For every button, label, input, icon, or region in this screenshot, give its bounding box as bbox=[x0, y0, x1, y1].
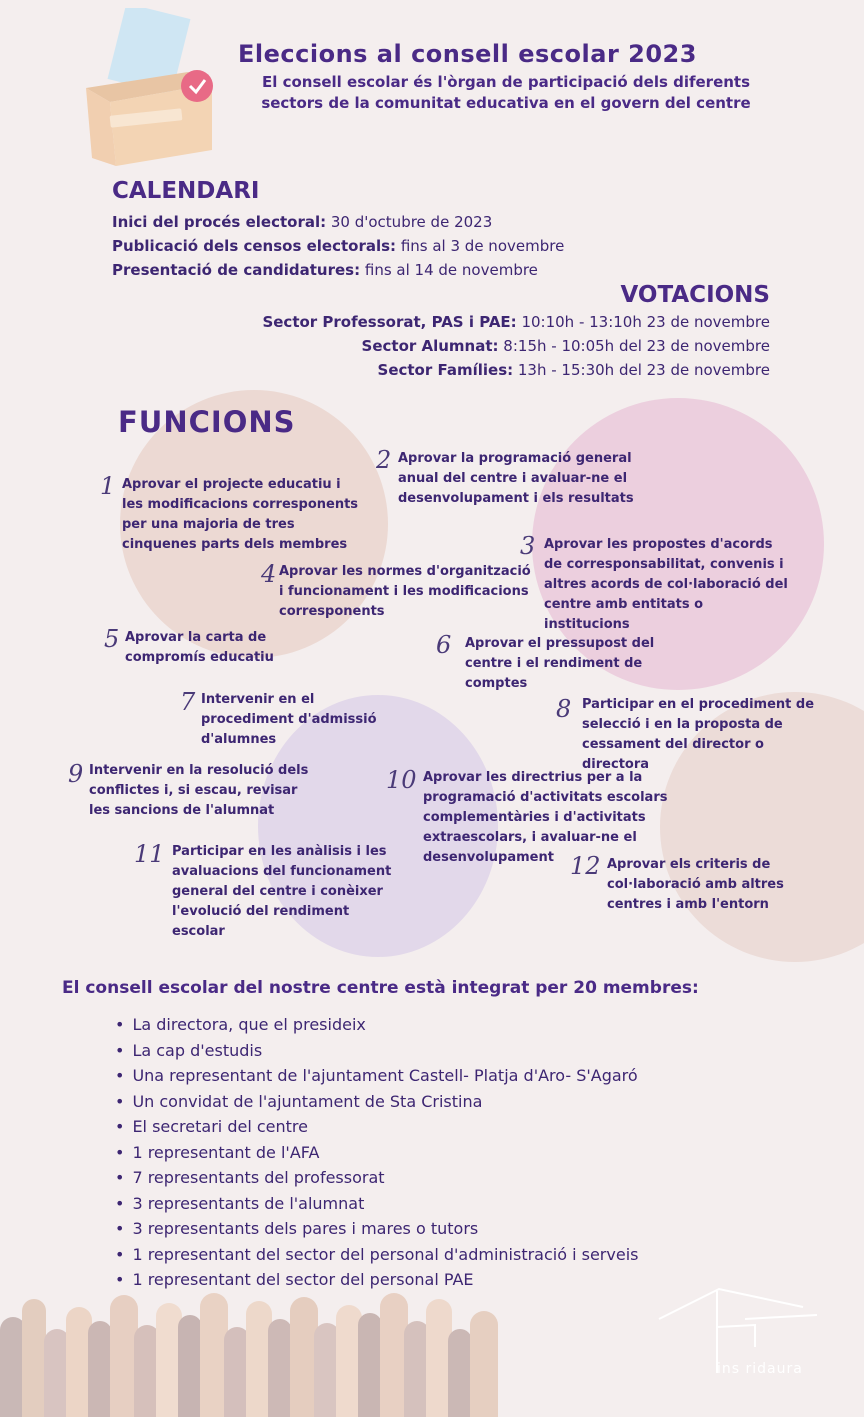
votacions-item: Sector Famílies: 13h - 15:30h del 23 de novembre bbox=[377, 361, 770, 379]
list-item: • La directora, que el presideix bbox=[115, 1012, 638, 1038]
funcio-number: 1 bbox=[100, 472, 116, 500]
list-item: • 1 representant del sector del personal PAE bbox=[115, 1267, 638, 1293]
funcio-text: Aprovar les propostes d'acords de corresponsabilitat, convenis i altres acords de col·laboració del centre amb entitats o institucions bbox=[544, 537, 788, 632]
funcio-text: Aprovar les directrius per a la programació d'activitats escolars complementàries i d'activitats extraescolars, i avaluar-ne el desenvolupament bbox=[423, 770, 668, 865]
members-heading: El consell escolar del nostre centre està integrat per 20 membres: bbox=[62, 978, 699, 998]
list-item: • Un convidat de l'ajuntament de Sta Cristina bbox=[115, 1089, 638, 1115]
funcio-text: Aprovar el projecte educatiu i les modificacions corresponents per una majoria de tres cinquenes parts dels membres bbox=[122, 477, 359, 552]
funcio-number: 8 bbox=[556, 695, 572, 723]
funcio-number: 2 bbox=[376, 446, 392, 474]
funcio-text: Intervenir en el procediment d'admissió d'alumnes bbox=[201, 692, 377, 747]
funcio-number: 7 bbox=[180, 688, 196, 716]
votacions-heading: VOTACIONS bbox=[620, 282, 770, 308]
funcio-number: 12 bbox=[570, 852, 601, 880]
list-item: • 1 representant del sector del personal d'administració i serveis bbox=[115, 1242, 638, 1268]
list-item: • La cap d'estudis bbox=[115, 1038, 638, 1064]
calendari-item: Publicació dels censos electorals: fins al 3 de novembre bbox=[112, 237, 565, 255]
funcio-number: 6 bbox=[436, 631, 452, 659]
funcio-number: 4 bbox=[261, 560, 277, 588]
votacions-item: Sector Alumnat: 8:15h - 10:05h del 23 de novembre bbox=[361, 337, 770, 355]
list-item: • 1 representant de l'AFA bbox=[115, 1140, 638, 1166]
funcio-text: Participar en el procediment de selecció i en la proposta de cessament del director o directora bbox=[582, 697, 815, 772]
ballot-box-icon bbox=[80, 8, 220, 168]
funcio-number: 11 bbox=[134, 840, 165, 868]
list-item: • Una representant de l'ajuntament Castell- Platja d'Aro- S'Agaró bbox=[115, 1063, 638, 1089]
funcio-number: 10 bbox=[386, 766, 417, 794]
votacions-item: Sector Professorat, PAS i PAE: 10:10h - 13:10h 23 de novembre bbox=[262, 313, 770, 331]
funcio-text: Aprovar les normes d'organització i funcionament i les modificacions corresponents bbox=[279, 564, 531, 619]
list-item: • 3 representants dels pares i mares o tutors bbox=[115, 1216, 638, 1242]
logo-text: ins ridaura bbox=[717, 1361, 803, 1377]
calendari-item: Inici del procés electoral: 30 d'octubre de 2023 bbox=[112, 213, 493, 231]
funcio-number: 5 bbox=[104, 625, 120, 653]
list-item: • 3 representants de l'alumnat bbox=[115, 1191, 638, 1217]
page-title: Eleccions al consell escolar 2023 bbox=[238, 40, 697, 68]
raised-hands-illustration bbox=[0, 1290, 500, 1417]
funcio-text: Aprovar la carta de compromís educatiu bbox=[125, 630, 274, 665]
funcions-heading: FUNCIONS bbox=[118, 405, 296, 439]
calendari-heading: CALENDARI bbox=[112, 178, 260, 204]
school-logo bbox=[655, 1285, 835, 1395]
school-logo-icon bbox=[655, 1285, 835, 1395]
calendari-item: Presentació de candidatures: fins al 14 de novembre bbox=[112, 261, 538, 279]
funcio-text: Aprovar el pressupost del centre i el rendiment de comptes bbox=[465, 636, 655, 691]
list-item: • 7 representants del professorat bbox=[115, 1165, 638, 1191]
page-subtitle: El consell escolar és l'òrgan de participació dels diferents sectors de la comunitat educativa en el govern del centre bbox=[261, 73, 751, 112]
funcio-text: Aprovar els criteris de col·laboració amb altres centres i amb l'entorn bbox=[607, 857, 784, 912]
funcio-number: 9 bbox=[68, 760, 84, 788]
list-item: • El secretari del centre bbox=[115, 1114, 638, 1140]
calendari-list bbox=[112, 210, 564, 282]
funcio-text: Intervenir en la resolució dels conflictes i, si escau, revisar les sancions de l'alumnat bbox=[89, 763, 309, 818]
funcio-text: Participar en les anàlisis i les avaluacions del funcionament general del centre i conèixer l'evolució del rendiment escolar bbox=[172, 844, 392, 939]
members-list bbox=[115, 1012, 638, 1293]
funcio-number: 3 bbox=[520, 532, 536, 560]
funcio-text: Aprovar la programació general anual del centre i avaluar-ne el desenvolupament i els resultats bbox=[398, 451, 634, 506]
